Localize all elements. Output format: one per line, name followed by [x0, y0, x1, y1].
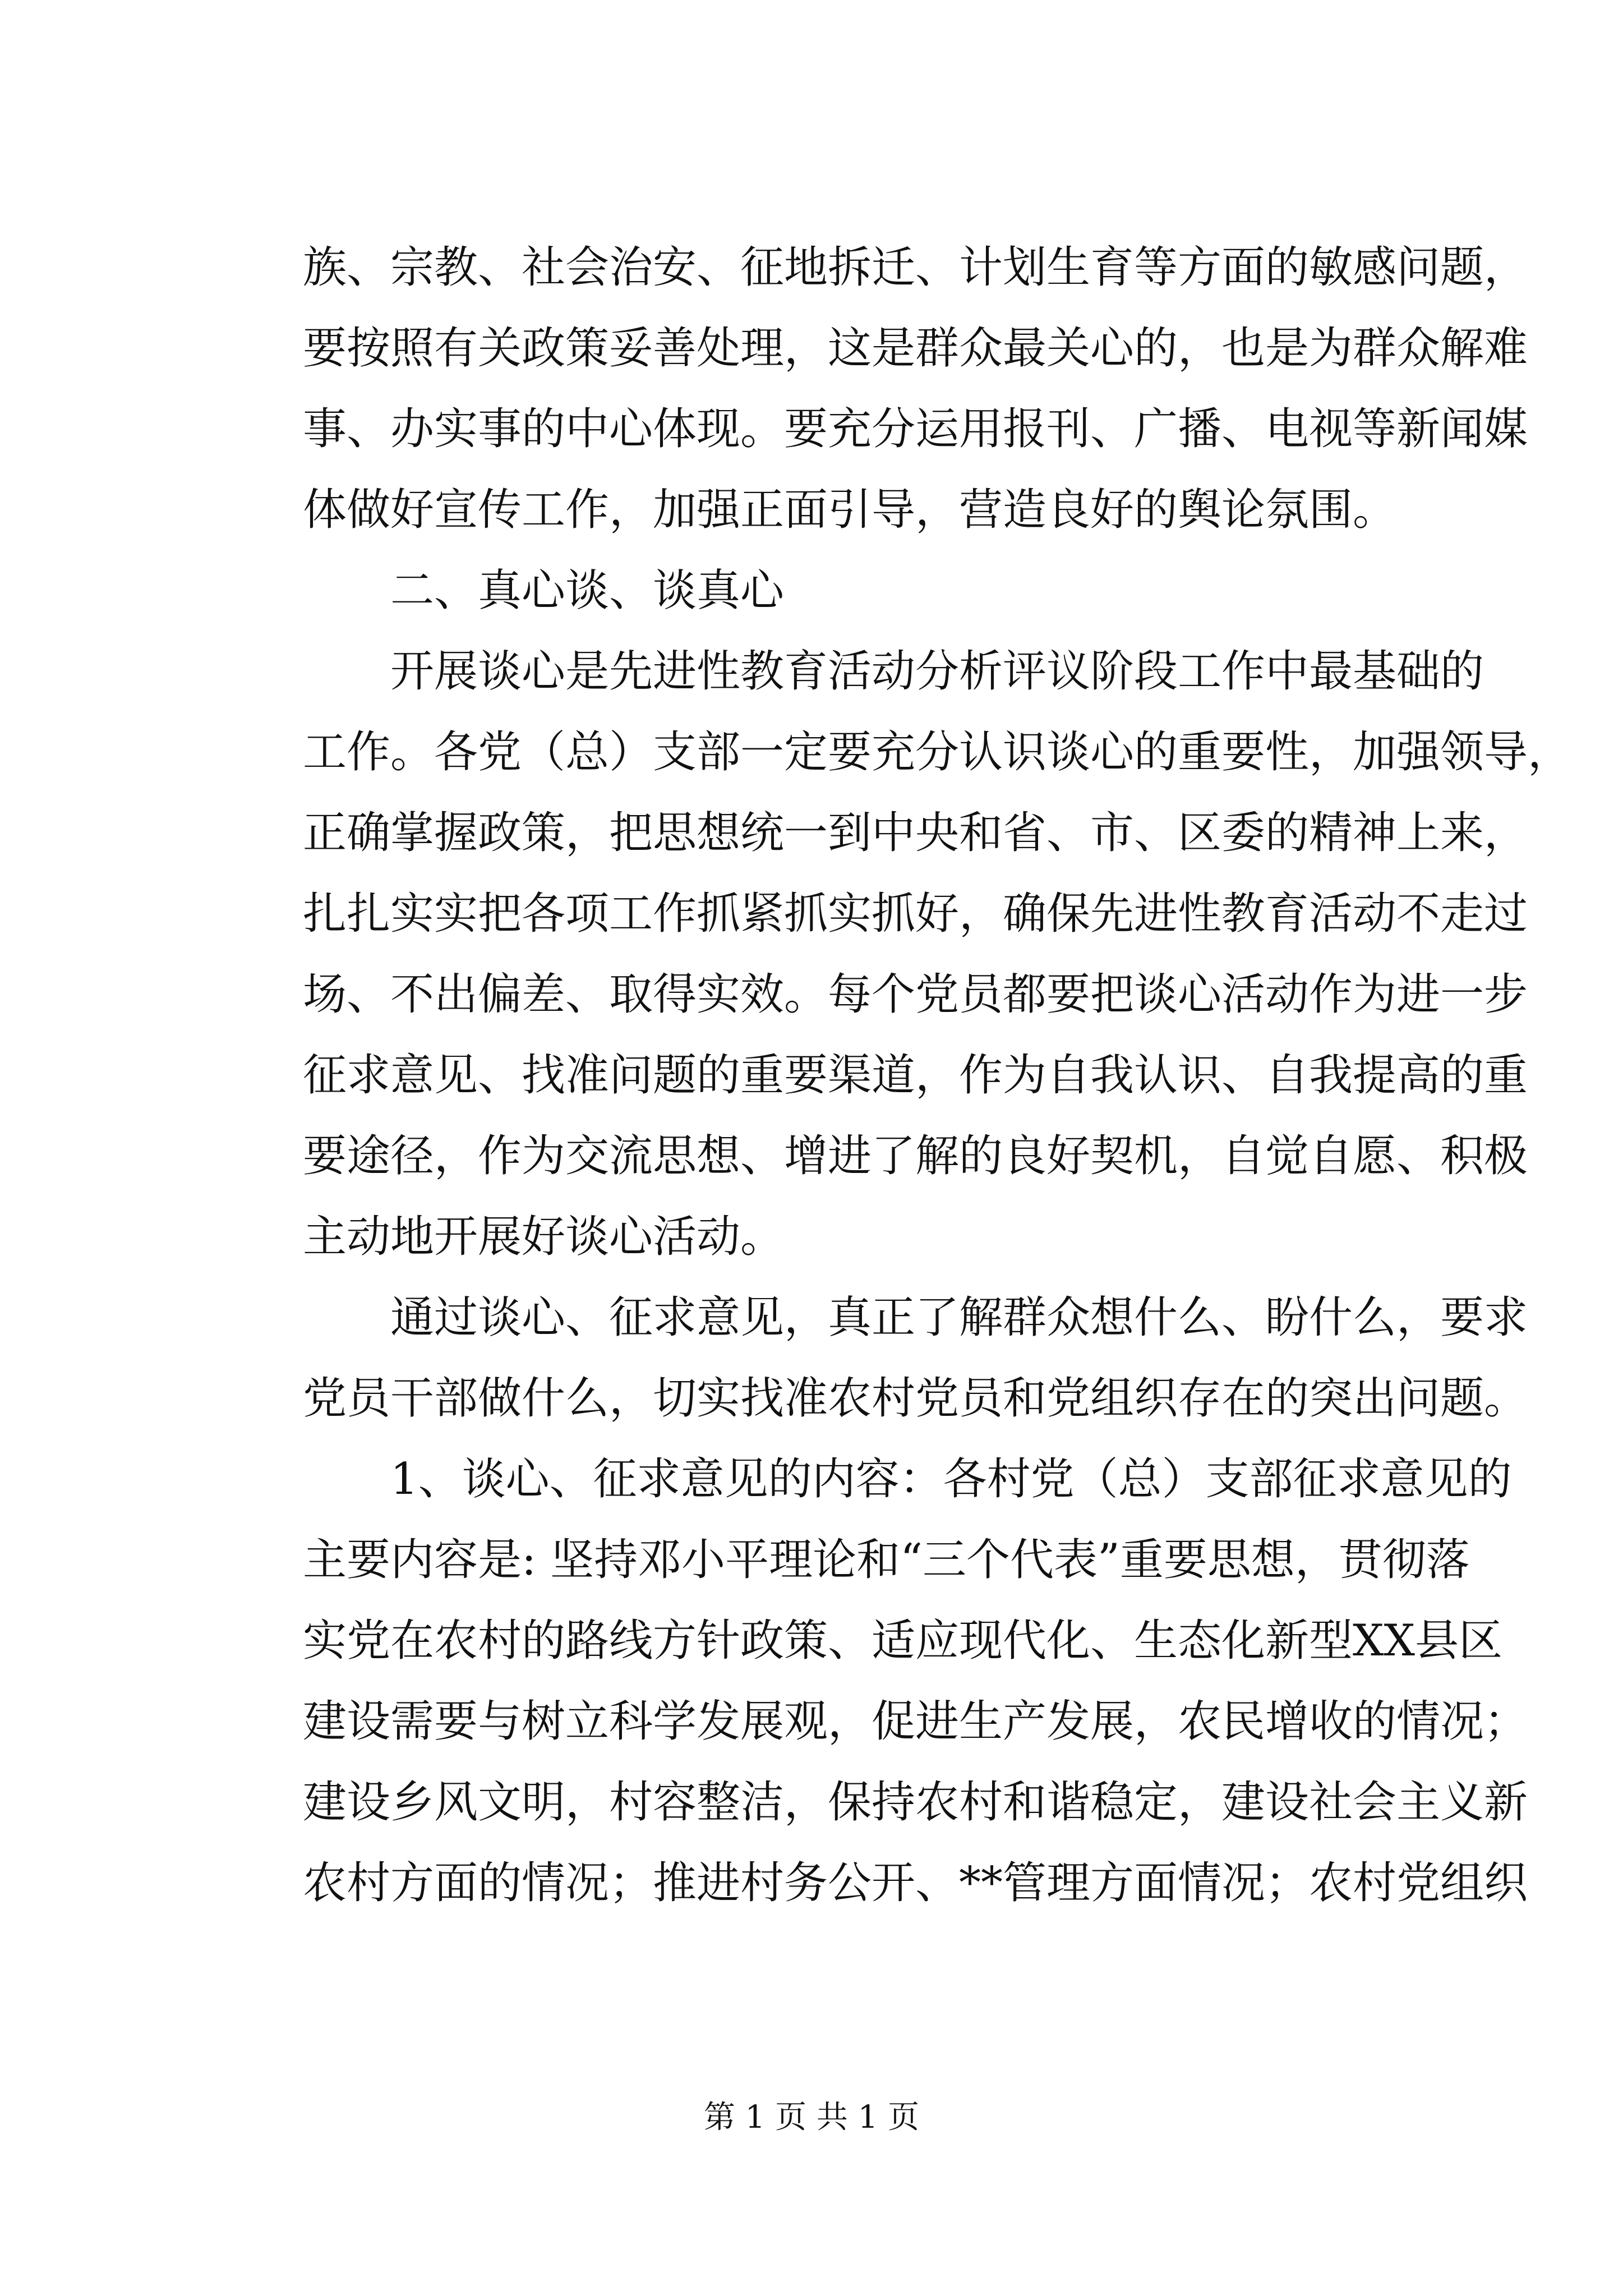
text-line: 族、宗教、社会治安、征地拆迁、计划生育等方面的敏感问题， — [303, 242, 1528, 293]
text-line: 体做好宣传工作，加强正面引导，营造良好的舆论氛围。 — [303, 485, 1397, 535]
page-footer: 第 1 页 共 1 页 — [703, 2099, 920, 2136]
text-line: 工作。各党（总）支部一定要充分认识谈心的重要性，加强领导， — [303, 727, 1572, 777]
paragraph-first-line: 开展谈心是先进性教育活动分析评议阶段工作中最基础的 — [390, 646, 1484, 697]
text-line: 要途径，作为交流思想、增进了解的良好契机，自觉自愿、积极 — [303, 1131, 1528, 1181]
text-line: 正确掌握政策，把思想统一到中央和省、市、区委的精神上来， — [303, 808, 1528, 858]
text-line: 事、办实事的中心体现。要充分运用报刊、广播、电视等新闻媒 — [303, 404, 1528, 454]
paragraph-first-line: 1、谈心、征求意见的内容：各村党（总）支部征求意见的 — [390, 1454, 1512, 1504]
text-line: 主要内容是: 坚持邓小平理论和“三个代表”重要思想，贯彻落 — [303, 1535, 1470, 1585]
text-line: 征求意见、找准问题的重要渠道，作为自我认识、自我提高的重 — [303, 1050, 1528, 1101]
text-line: 实党在农村的路线方针政策、适应现代化、生态化新型XX县区 — [303, 1616, 1503, 1666]
text-line: 要按照有关政策妥善处理，这是群众最关心的，也是为群众解难 — [303, 323, 1528, 374]
text-line: 党员干部做什么，切实找准农村党员和党组织存在的突出问题。 — [303, 1373, 1528, 1424]
section-heading: 二、真心谈、谈真心 — [390, 565, 785, 616]
paragraph-first-line: 通过谈心、征求意见，真正了解群众想什么、盼什么，要求 — [390, 1292, 1528, 1343]
document-body — [303, 227, 1572, 1924]
text-line: 扎扎实实把各项工作抓紧抓实抓好，确保先进性教育活动不走过 — [303, 889, 1528, 939]
text-line: 建设需要与树立科学发展观，促进生产发展，农民增收的情况； — [303, 1696, 1528, 1747]
text-line: 场、不出偏差、取得实效。每个党员都要把谈心活动作为进一步 — [303, 969, 1528, 1020]
text-line: 农村方面的情况；推进村务公开、**管理方面情况；农村党组织 — [303, 1858, 1528, 1908]
text-line: 建设乡风文明，村容整洁，保持农村和谐稳定，建设社会主义新 — [303, 1777, 1528, 1828]
text-line: 主动地开展好谈心活动。 — [303, 1212, 785, 1262]
